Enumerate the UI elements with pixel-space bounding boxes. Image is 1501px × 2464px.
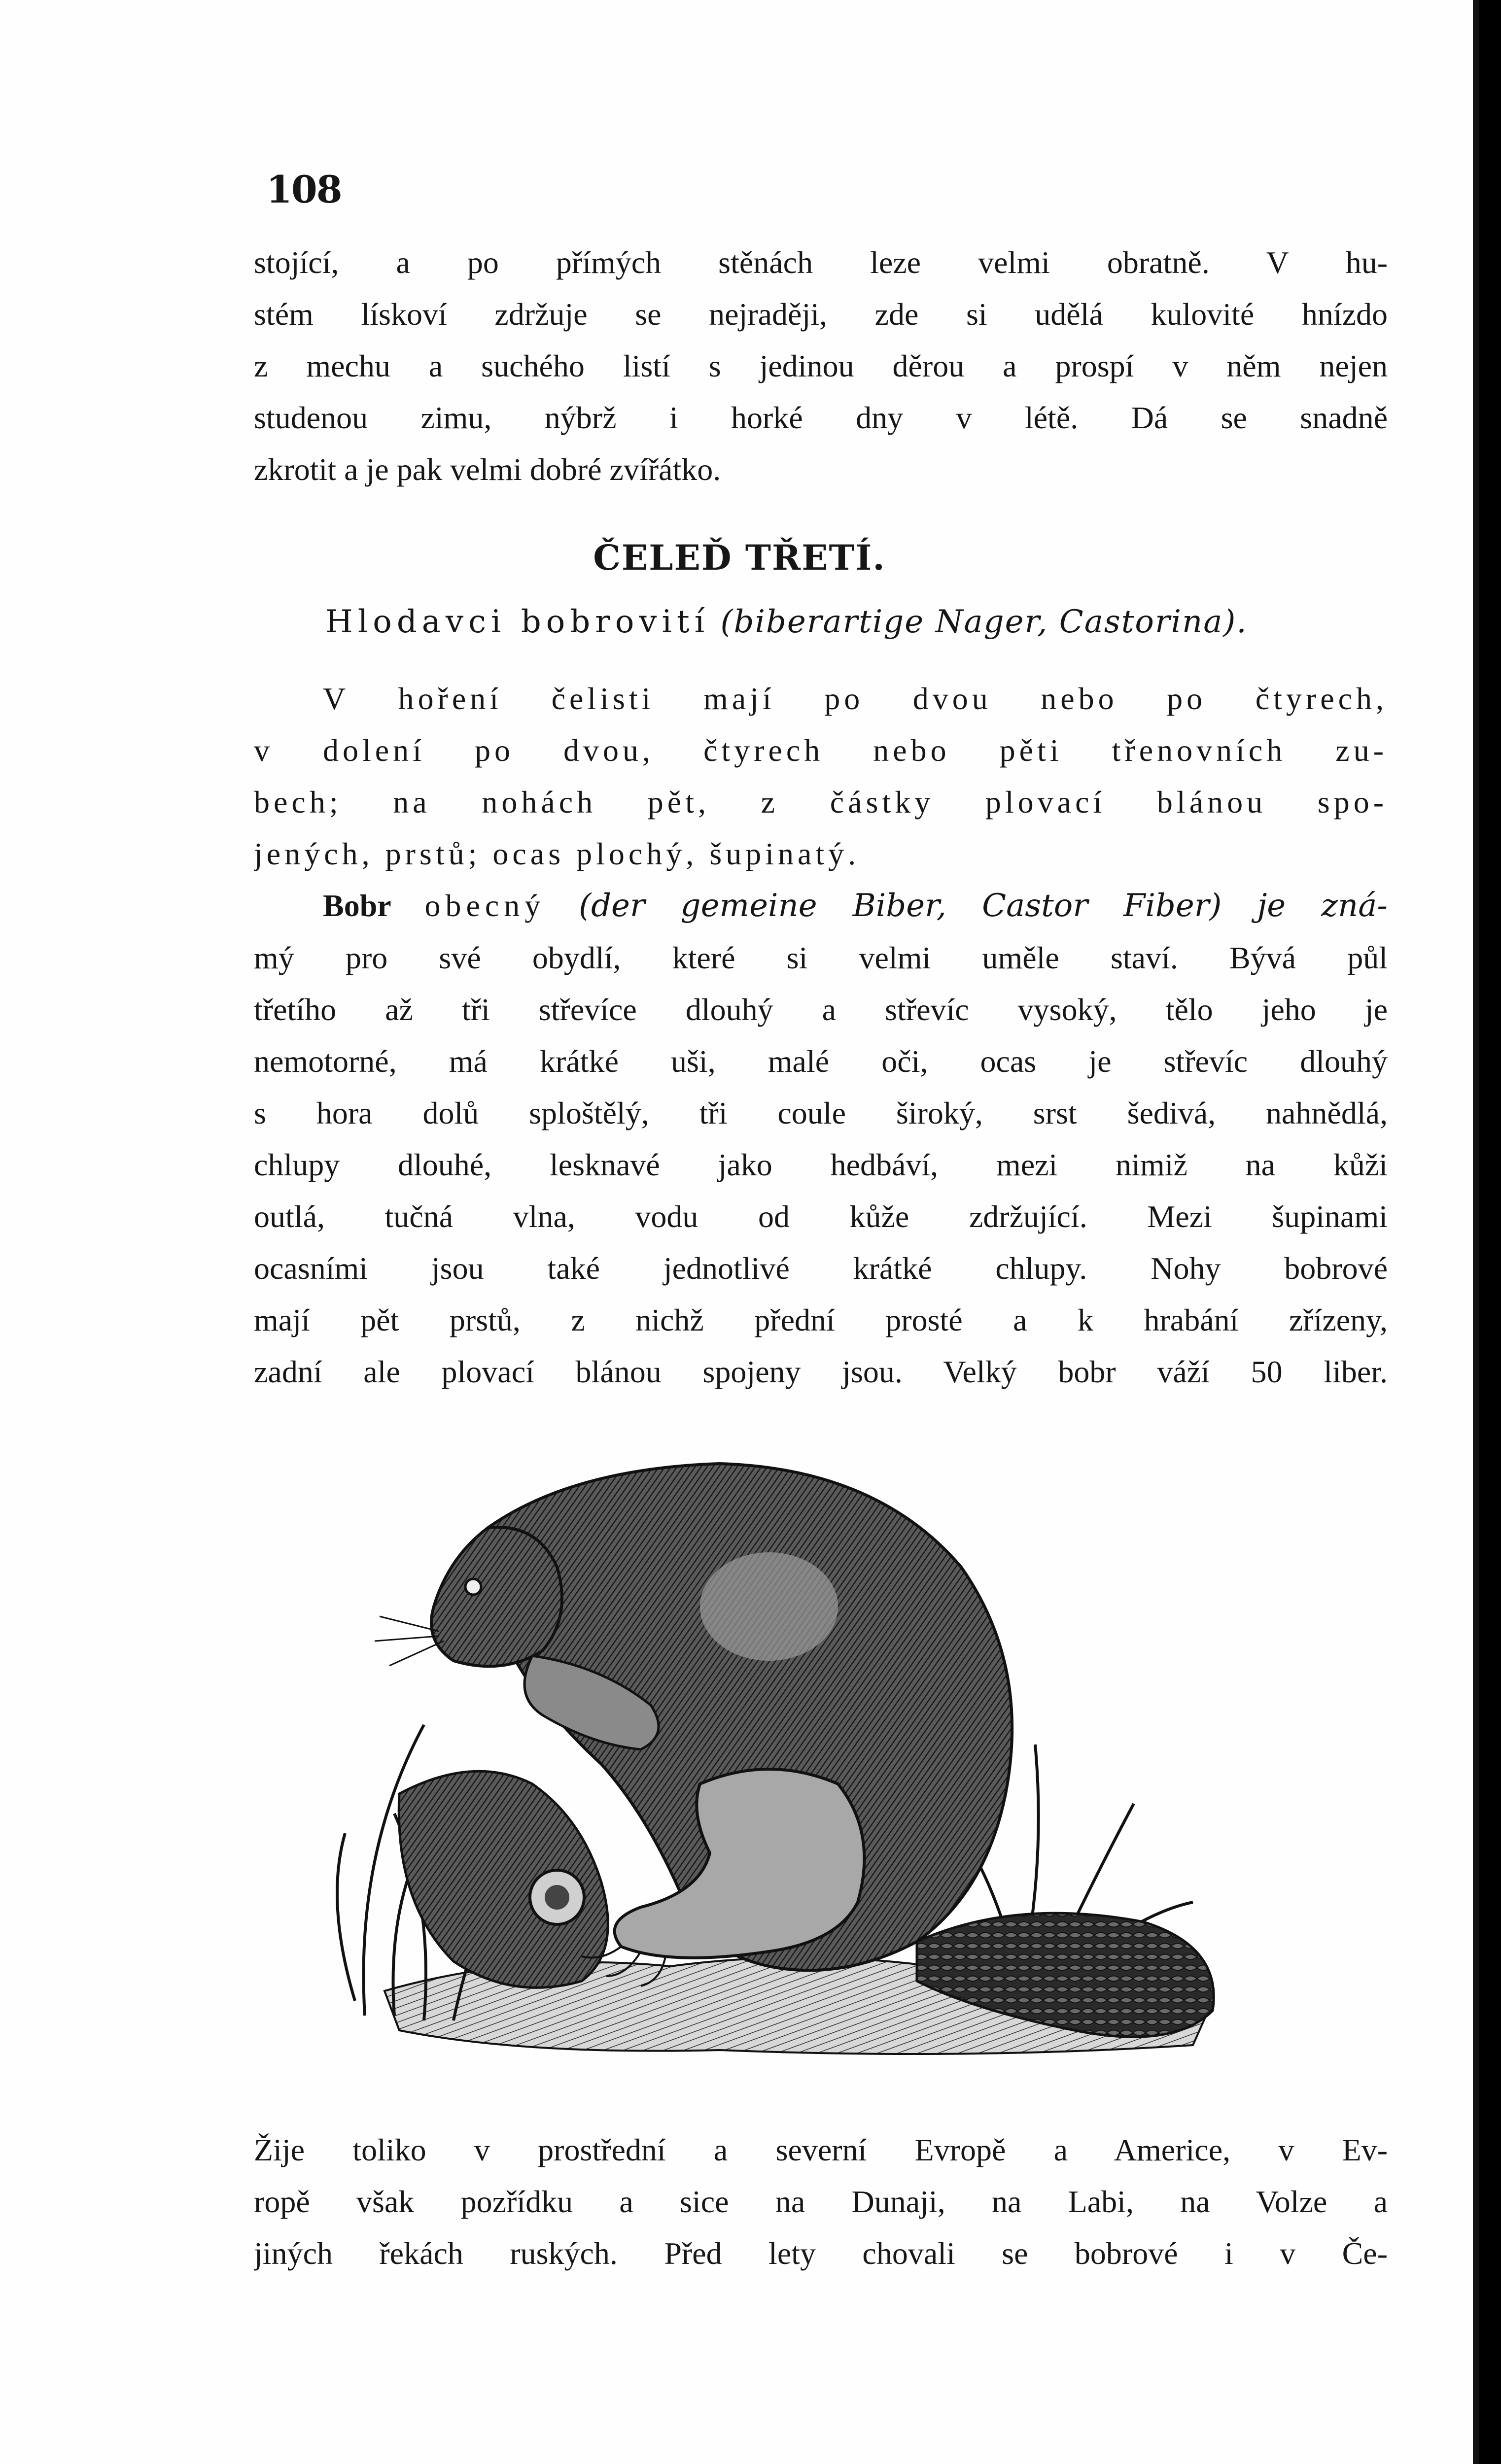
beaver-engraving-illustration (325, 1409, 1262, 2070)
text-line: s hora dolů sploštělý, tři coule široký, srst šedivá, nahnědlá, (254, 1095, 1388, 1130)
text-line: z mechu a suchého listí s jedinou děrou a prospí v něm nejen (254, 348, 1388, 383)
text-line: zkrotit a je pak velmi dobré zvířátko. (254, 452, 721, 487)
closing-paragraph (254, 2124, 1388, 2279)
intro-paragraph (254, 237, 1388, 495)
text-line: mý pro své obydlí, které si velmi uměle staví. Bývá půl (254, 940, 1388, 975)
text-line (254, 880, 1388, 932)
text-line: ocasními jsou také jednotlivé krátké chlupy. Nohy bobrové (254, 1251, 1388, 1286)
species-synonyms: (der gemeine Biber, Castor Fiber) je zná- (579, 888, 1388, 924)
text-line: V hoření čelisti mají po dvou nebo po čtyrech, (323, 681, 1388, 716)
description-paragraph (254, 673, 1388, 880)
text-line: jených, prstů; ocas plochý, šupinatý. (254, 836, 860, 871)
subtitle-czech: Hlodavci bobrovití (325, 604, 710, 640)
text-line: outlá, tučná vlna, vodu od kůže zdržující. Mezi šupinami (254, 1199, 1388, 1234)
species-name: Bobr (323, 888, 391, 923)
species-epithet: obecný (424, 888, 546, 923)
section-subtitle (325, 604, 1248, 640)
text-line: v dolení po dvou, čtyrech nebo pěti třenovních zu- (254, 733, 1388, 768)
section-title: ČELEĎ TŘETÍ. (593, 537, 886, 578)
beaver-head (431, 1527, 562, 1666)
text-line: jiných řekách ruských. Před lety chovali se bobrové i v Če- (254, 2236, 1388, 2271)
text-line: bech; na nohách pět, z částky plovací blánou spo- (254, 785, 1388, 820)
text-line: Žije toliko v prostřední a severní Evropě a Americe, v Ev- (254, 2132, 1388, 2167)
text-line: ropě však pozřídku a sice na Dunaji, na Labi, na Volze a (254, 2184, 1388, 2219)
text-line: stém lískoví zdržuje se nejraději, zde si udělá kulovité hnízdo (254, 297, 1388, 332)
beaver-paragraph (254, 880, 1388, 1398)
beaver-eye (465, 1579, 481, 1595)
text-line: zadní ale plovací blánou spojeny jsou. Velký bobr váží 50 liber. (254, 1354, 1388, 1389)
text-line: mají pět prstů, z nichž přední prosté a k hrabání zřízeny, (254, 1302, 1388, 1337)
text-line: třetího až tři střevíce dlouhý a střevíc vysoký, tělo jeho je (254, 992, 1388, 1027)
scan-edge (1479, 0, 1501, 2464)
page-number: 108 (266, 168, 342, 211)
text-line: studenou zimu, nýbrž i horké dny v létě. Dá se snadně (254, 400, 1388, 435)
subtitle-latin-german: (biberartige Nager, Castorina). (720, 604, 1248, 640)
text-line: nemotorné, má krátké uši, malé oči, ocas je střevíc dlouhý (254, 1044, 1388, 1079)
text-line: stojící, a po přímých stěnách leze velmi obratně. V hu- (254, 245, 1388, 280)
text-line: chlupy dlouhé, lesknavé jako hedbáví, mezi nimiž na kůži (254, 1147, 1388, 1182)
